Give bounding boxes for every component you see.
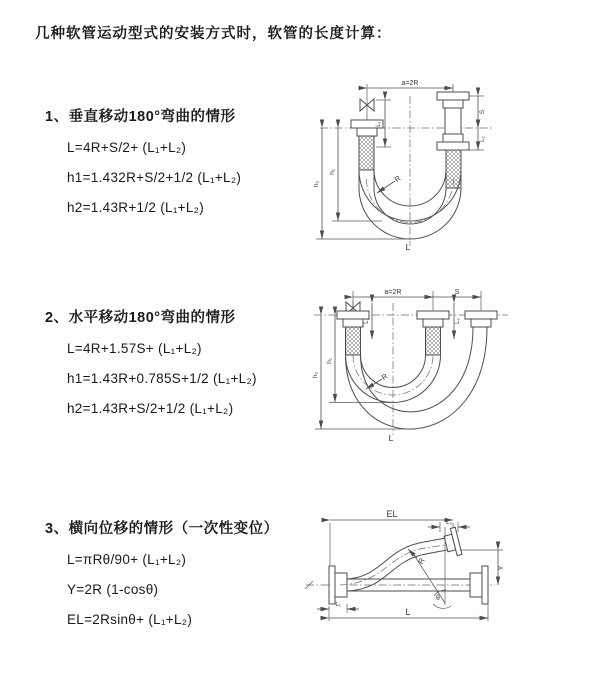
angle-arc — [433, 604, 451, 608]
horizontal-bend-diagram — [308, 283, 600, 448]
dim-label-l2: L₂ — [446, 520, 452, 526]
flange — [465, 311, 497, 319]
radius-label: R — [416, 556, 427, 566]
hose-curve — [347, 538, 446, 579]
flange-neck — [343, 319, 363, 327]
formula: L=πRθ/90+ (L₁+L₂) — [67, 552, 187, 567]
lateral-displacement-diagram — [300, 505, 600, 645]
formula: L=4R+1.57S+ (L₁+L₂) — [67, 341, 202, 356]
formula: h2=1.43R+S/2+1/2 (L₁+L₂) — [67, 401, 234, 416]
radius-label: R — [379, 371, 390, 382]
el-label: EL — [386, 509, 398, 519]
formula: h1=1.43R+0.785S+1/2 (L₁+L₂) — [67, 371, 257, 386]
formula: h1=1.432R+S/2+1/2 (L₁+L₂) — [67, 170, 242, 185]
dim-label-l2: L₂ — [455, 318, 461, 324]
length-label: L — [388, 433, 394, 443]
dim-label-h1: h₁ — [329, 169, 336, 175]
y-label: Y — [498, 565, 505, 571]
flange-hub — [470, 573, 482, 597]
radius-label: R — [392, 173, 403, 184]
length-label: L — [405, 242, 411, 252]
section-1-heading: 1、垂直移动180°弯曲的情形 — [45, 109, 236, 125]
dim-label-s: S — [454, 289, 460, 296]
flange — [437, 142, 469, 150]
valve-icon — [360, 98, 374, 120]
flange — [329, 566, 335, 604]
dim-label-span: a=2R — [384, 289, 402, 296]
dim-label-h1: h₁ — [326, 358, 333, 364]
dim-label-span: a=2R — [401, 80, 419, 87]
dim-label-l2: L₂ — [480, 136, 486, 142]
theta-label: θ — [436, 595, 440, 602]
flange-tilted — [443, 527, 462, 557]
section-2-heading: 2、水平移动180°弯曲的情形 — [45, 310, 236, 326]
section-vertical-bend — [45, 105, 241, 223]
section-3-heading: 3、横向位移的情形（一次性变位） — [45, 521, 279, 537]
dim-label-l1: L₁ — [364, 318, 370, 324]
dim-label-s: S — [479, 109, 486, 115]
dim-label-h2: h₂ — [312, 371, 319, 379]
formula: Y=2R (1-cosθ) — [67, 582, 159, 597]
flange-neck — [423, 319, 443, 327]
dim-label-l1: L₁ — [376, 121, 382, 127]
dim-label-l1: L₁ — [335, 602, 341, 608]
flange-neck — [471, 319, 491, 327]
section-lateral-displacement — [45, 517, 279, 635]
dim-label-h2: h₂ — [313, 180, 320, 188]
flange — [437, 92, 469, 100]
braided-hose — [346, 327, 361, 355]
flange-neck — [357, 128, 377, 136]
section-horizontal-bend — [45, 306, 257, 424]
flange — [482, 566, 488, 604]
vertical-bend-diagram — [312, 76, 600, 254]
page-title: 几种软管运动型式的安装方式时，软管的长度计算： — [35, 26, 392, 42]
flange-neck — [443, 134, 463, 142]
flange-neck — [443, 100, 463, 108]
formula: h2=1.43R+1/2 (L₁+L₂) — [67, 200, 205, 215]
formula: EL=2Rsinθ+ (L₁+L₂) — [67, 612, 193, 627]
braided-hose — [426, 327, 441, 355]
flange — [417, 311, 449, 319]
length-label: L — [405, 607, 411, 617]
flange — [337, 311, 369, 319]
pipe — [445, 108, 461, 134]
braided-hose — [359, 136, 374, 170]
hose-bend-moved — [361, 327, 474, 412]
formula: L=4R+S/2+ (L₁+L₂) — [67, 140, 187, 155]
